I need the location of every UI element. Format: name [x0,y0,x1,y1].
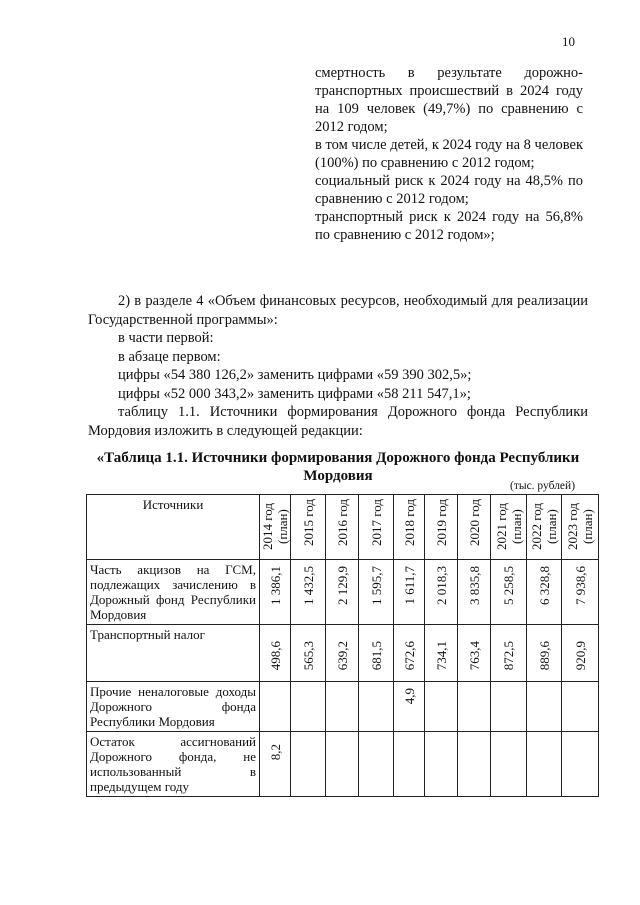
value-cell: 672,6 [401,641,417,671]
value-cell: 1 386,1 [267,566,283,605]
year-header: 2017 год [368,499,384,546]
value-cell: 2 129,9 [334,566,350,605]
source-header: Источники [87,495,260,560]
value-cell: 681,5 [368,641,384,671]
value-cell: 6 328,8 [536,566,552,605]
indented-paragraph: в том числе детей, к 2024 году на 8 человек (100%) по сравнению с 2012 годом; [315,137,583,171]
value-cell: 889,6 [536,641,552,671]
year-header: 2021 год (план) [493,503,524,551]
header-row [87,495,599,560]
table-row [87,732,599,797]
source-label: Транспортный налог [87,625,260,682]
table-row [87,560,599,625]
value-cell: 3 835,8 [466,566,482,605]
year-header: 2020 год [466,499,482,546]
value-cell: 920,9 [572,641,588,671]
source-label: Часть акцизов на ГСМ, подлежащих зачислению в Дорожный фонд Республики Мордовия [87,560,260,625]
value-cell: 5 258,5 [501,566,516,605]
page-number: 10 [562,34,575,49]
year-header: 2015 год [300,499,316,546]
value-cell: 1 432,5 [300,566,316,605]
part-first-line: в части первой: [118,330,214,346]
paragraph-first-line: в абзаце первом: [118,348,221,365]
source-label: Остаток ассигнований Дорожного фонда, не использованный в предыдущем году [87,732,260,797]
value-cell: 1 595,7 [368,566,384,605]
value-cell: 4,9 [401,688,417,705]
value-cell: 7 938,6 [572,566,588,605]
value-cell: 872,5 [501,641,516,671]
table-row [87,625,599,682]
year-header: 2023 год (план) [565,503,595,551]
item-2-paragraph: 2) в разделе 4 «Объем финансовых ресурсов, необходимый для реализации Государственной программы»: [88,293,588,328]
value-cell: 734,1 [433,641,449,671]
units-label: (тыс. рублей) [510,480,576,492]
value-cell: 2 018,3 [433,566,449,605]
indented-paragraph: транспортный риск к 2024 году на 56,8% по сравнению с 2012 годом»; [315,209,583,243]
table-row [87,682,599,732]
year-header: 2016 год [334,499,350,546]
value-cell: 498,6 [267,641,283,671]
figures-line-1: цифры «54 380 126,2» заменить цифрами «59 390 302,5»; [118,367,472,383]
table-title: «Таблица 1.1. Источники формирования Дорожного фонда Республики Мордовия [96,450,580,484]
figures-line-2: цифры «52 000 343,2» заменить цифрами «58 211 547,1»; [118,385,471,402]
year-header: 2014 год (план) [260,503,290,551]
value-cell: 1 611,7 [401,566,417,605]
value-cell: 639,2 [334,641,350,671]
value-cell: 8,2 [267,744,283,761]
year-header: 2019 год [433,499,449,546]
value-cell: 565,3 [300,641,316,671]
indented-paragraph: социальный риск к 2024 году на 48,5% по сравнению с 2012 годом; [315,173,583,207]
table-intro-paragraph: таблицу 1.1. Источники формирования Дорожного фонда Республики Мордовия изложить в следующей редакции: [88,404,588,439]
source-label: Прочие неналоговые доходы Дорожного фонда Республики Мордовия [87,682,260,732]
year-header: 2022 год (план) [529,503,559,551]
sources-table [86,494,599,797]
body-text [88,292,588,440]
year-header: 2018 год [401,499,417,546]
indented-list [315,64,583,244]
value-cell: 763,4 [466,641,482,671]
indented-paragraph: смертность в результате дорожно-транспортных происшествий в 2024 году на 109 человек (49,7%) по сравнению с 2012 годом; [315,65,583,135]
